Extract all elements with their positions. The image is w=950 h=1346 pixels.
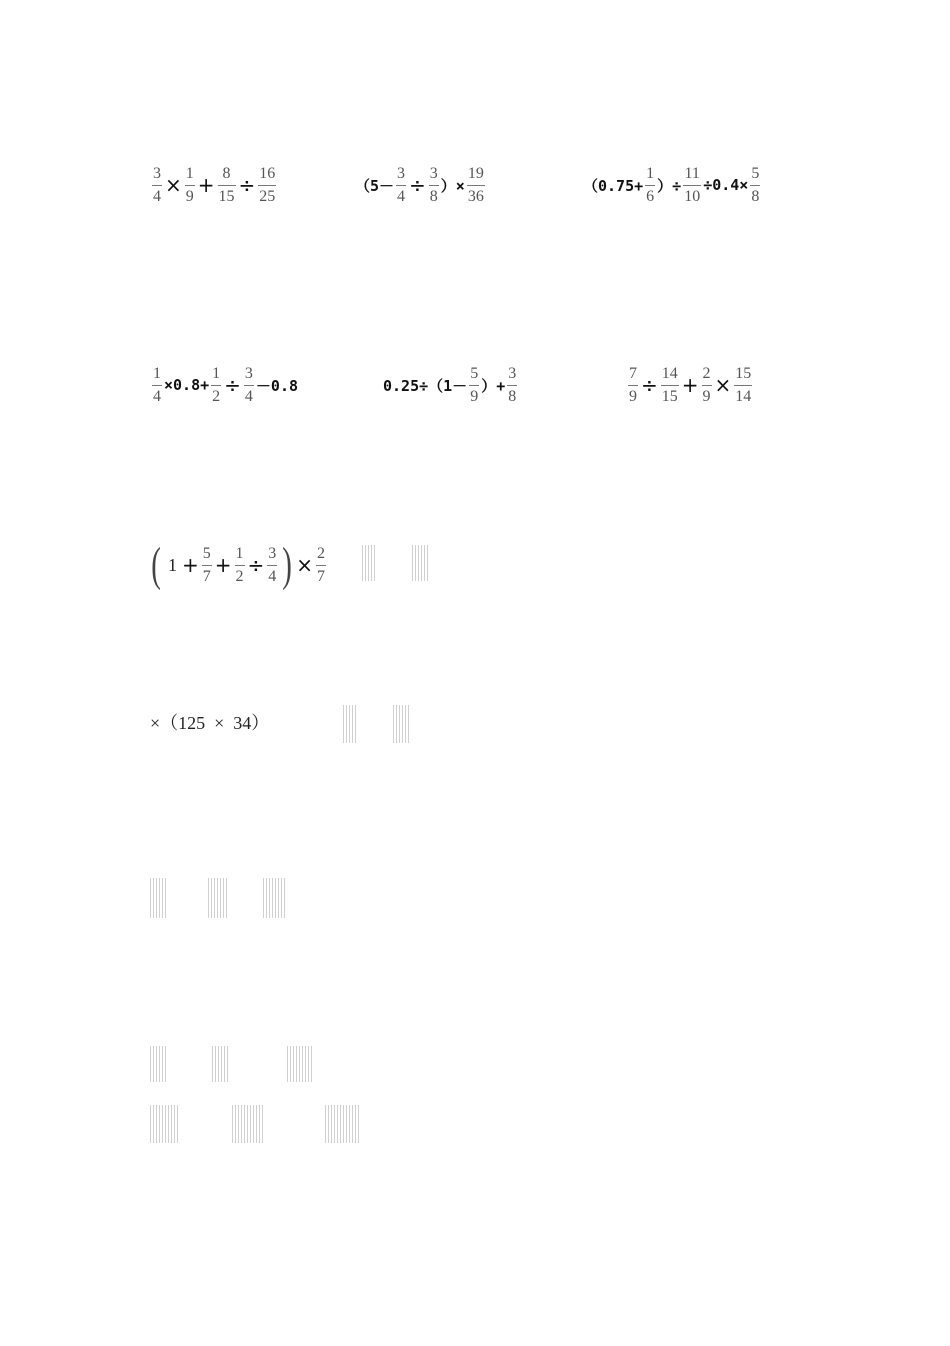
faint-expression: [212, 1046, 228, 1082]
fraction: $\frac{3}{4}$: [244, 364, 253, 405]
fraction: $\frac{5}{8}$: [751, 164, 760, 205]
fraction: $\frac{1}{9}$: [185, 164, 194, 205]
operator: ÷: [224, 373, 241, 397]
expression-text: （5－: [355, 176, 395, 195]
expression-2: [355, 155, 487, 215]
expression-6: [626, 355, 754, 415]
operator: ÷: [641, 373, 658, 397]
fraction: $\frac{3}{8}$: [508, 364, 517, 405]
faint-expression: [412, 545, 428, 581]
fraction: $\frac{3}{8}$: [429, 164, 438, 205]
fraction: $\frac{14}{15}$: [661, 364, 678, 405]
fraction: $\frac{1}{6}$: [646, 164, 655, 205]
faint-expression: [343, 705, 356, 743]
faint-expression: [287, 1046, 312, 1082]
expression-text: ×（125 × 34）: [150, 713, 270, 733]
expression-1: [150, 155, 278, 215]
faint-expression: [362, 545, 375, 581]
operator: +: [197, 173, 215, 197]
expression-text: ÷0.4×: [703, 176, 749, 194]
expression-text: 1: [167, 554, 177, 575]
expression-text: ×0.8+: [164, 376, 210, 394]
fraction: $\frac{5}{9}$: [470, 364, 479, 405]
fraction: $\frac{1}{2}$: [212, 364, 221, 405]
faint-expression: [150, 1046, 166, 1082]
operator: +: [181, 553, 199, 577]
fraction: $\frac{3}{4}$: [397, 164, 406, 205]
fraction: $\frac{16}{25}$: [259, 164, 276, 205]
fraction: $\frac{19}{36}$: [467, 164, 484, 205]
expression-4: [150, 355, 298, 415]
expression-8: [150, 692, 269, 752]
expression-text: 0.25÷（1－: [383, 376, 468, 395]
expression-text: ）+: [481, 376, 506, 395]
left-paren: (: [151, 538, 161, 591]
fraction: $\frac{8}{15}$: [218, 164, 235, 205]
fraction: $\frac{3}{4}$: [268, 544, 277, 585]
fraction: $\frac{1}{2}$: [235, 544, 244, 585]
fraction: $\frac{1}{4}$: [153, 364, 161, 405]
fraction: $\frac{2}{9}$: [702, 364, 711, 405]
operator: ÷: [409, 173, 426, 197]
expression-7: [148, 535, 328, 595]
operator: ÷: [247, 553, 265, 577]
faint-expression: [150, 1105, 178, 1143]
fraction: $\frac{7}{9}$: [629, 364, 637, 405]
expression-text: ）÷: [657, 176, 682, 195]
fraction: $\frac{5}{7}$: [202, 544, 211, 585]
expression-text: ）×: [440, 176, 465, 195]
expression-3: [583, 155, 762, 215]
expression-text: （0.75+: [583, 176, 644, 195]
operator: ×: [296, 553, 314, 577]
expression-text: －0.8: [255, 376, 299, 395]
faint-expression: [208, 878, 227, 918]
fraction: $\frac{15}{14}$: [735, 364, 752, 405]
operator: +: [214, 553, 232, 577]
operator: +: [681, 373, 699, 397]
faint-expression: [325, 1105, 359, 1143]
operator: ×: [714, 373, 732, 397]
faint-expression: [263, 878, 285, 918]
fraction: $\frac{11}{10}$: [684, 164, 701, 205]
expression-5: [383, 355, 519, 415]
operator: ÷: [238, 173, 256, 197]
faint-expression: [232, 1105, 263, 1143]
faint-expression: [393, 705, 409, 743]
faint-expression: [150, 878, 166, 918]
fraction: $\frac{2}{7}$: [317, 544, 326, 585]
fraction: $\frac{3}{4}$: [153, 164, 161, 205]
operator: ×: [165, 173, 182, 197]
right-paren: ): [282, 538, 293, 591]
